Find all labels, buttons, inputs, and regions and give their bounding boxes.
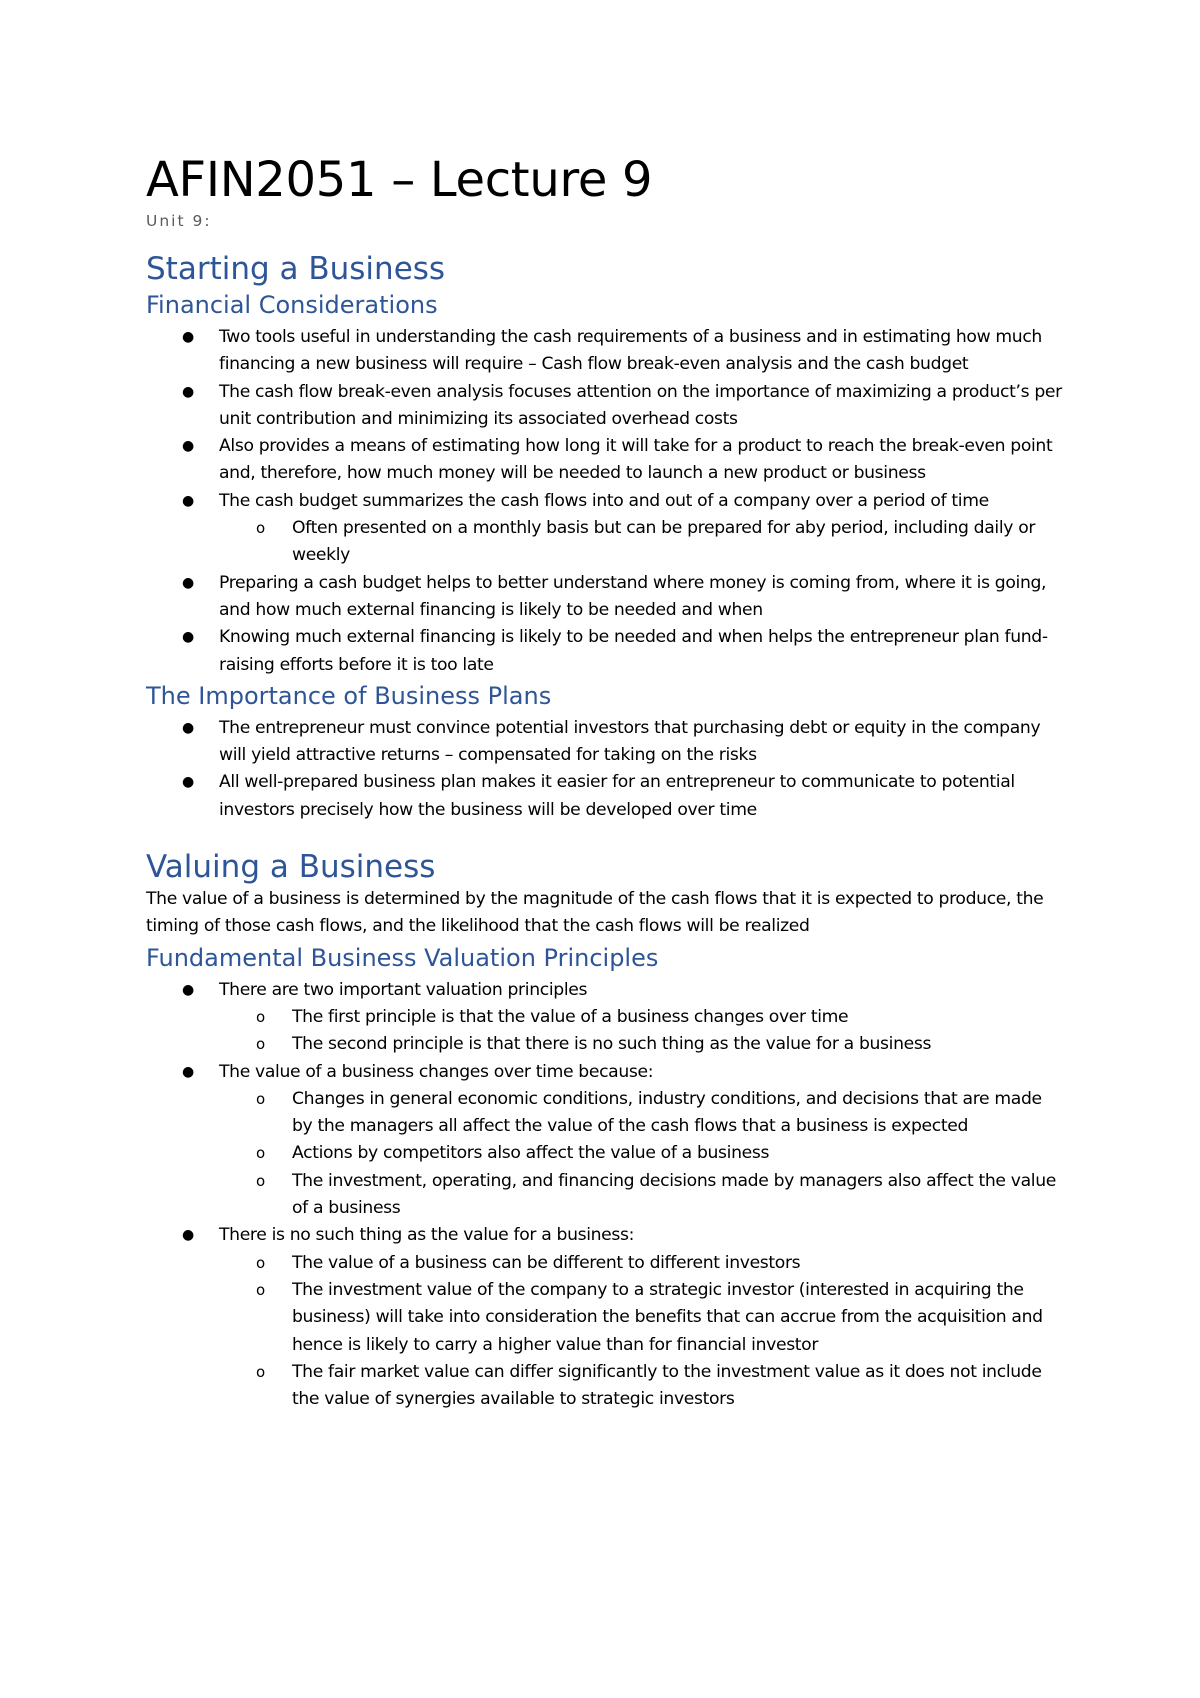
list-item-text: Also provides a means of estimating how long it will take for a product to reach the break-even point and, therefore, how much money will be needed to launch a new product or business xyxy=(219,436,1053,484)
valuation-principles-list xyxy=(146,977,1066,1414)
sub-list-item-text: Changes in general economic conditions, industry conditions, and decisions that are made by the managers all affect the value of the cash flows that a business is expected xyxy=(292,1088,1042,1137)
subheading-valuation-principles: Fundamental Business Valuation Principles xyxy=(146,943,659,972)
sub-list-item-text: Often presented on a monthly basis but can be prepared for aby period, including daily or weekly xyxy=(292,518,1036,566)
list-item xyxy=(146,570,1066,625)
business-plans-list xyxy=(146,715,1066,824)
list-item-text: The entrepreneur must convince potential investors that purchasing debt or equity in the company will yield attractive returns – compensated for taking on the risks xyxy=(219,717,1041,766)
sub-bullet-icon: o xyxy=(256,1144,265,1163)
sub-list-item xyxy=(219,1168,1066,1223)
sub-list-item-text: The second principle is that there is no such thing as the value for a business xyxy=(292,1034,932,1055)
bullet-icon: ● xyxy=(182,438,194,455)
bullet-icon: ● xyxy=(182,329,194,345)
sub-list-item xyxy=(219,1031,1066,1058)
sub-list-item-text: The investment, operating, and financing decisions made by managers also affect the value of a business xyxy=(292,1170,1056,1219)
list-item-text: Knowing much external financing is likely to be needed and when helps the entrepreneur plan fund-raising efforts before it is too late xyxy=(219,627,1048,675)
list-item xyxy=(146,977,1066,1059)
subheading-financial-considerations: Financial Considerations xyxy=(146,291,438,319)
bullet-icon: ● xyxy=(182,574,194,591)
section-heading-valuing-business: Valuing a Business xyxy=(146,849,436,886)
list-item xyxy=(146,1059,1066,1223)
list-item-text: The cash flow break-even analysis focuses attention on the importance of maximizing a product’s per unit contribution and minimizing its associated overhead costs xyxy=(219,381,1062,429)
list-item xyxy=(146,769,1066,824)
sub-list-item xyxy=(219,1004,1066,1031)
bullet-icon: ● xyxy=(182,981,194,998)
list-item xyxy=(146,624,1066,679)
sub-bullet-icon: o xyxy=(256,1280,265,1299)
financial-considerations-list xyxy=(146,324,1066,679)
page-subtitle: Unit 9: xyxy=(146,212,212,230)
subheading-business-plans: The Importance of Business Plans xyxy=(146,681,552,710)
sub-bullet-icon: o xyxy=(256,1253,265,1272)
sub-list xyxy=(219,1004,1066,1059)
list-item-text: All well-prepared business plan makes it easier for an entrepreneur to communicate to potential investors precisely how the business will be developed over time xyxy=(219,772,1015,820)
list-item-text: Preparing a cash budget helps to better understand where money is coming from, where it is going, and how much external financing is likely to be needed and when xyxy=(219,572,1047,620)
bullet-icon: ● xyxy=(182,383,194,400)
bullet-icon: ● xyxy=(182,492,194,509)
sub-list-item-text: The fair market value can differ significantly to the investment value as it does not include the value of synergies available to strategic investors xyxy=(292,1361,1042,1410)
bullet-icon: ● xyxy=(182,774,194,791)
list-item xyxy=(146,433,1066,488)
sub-bullet-icon: o xyxy=(256,1089,265,1108)
document-content xyxy=(146,152,1066,1413)
sub-bullet-icon: o xyxy=(256,1007,265,1026)
list-item xyxy=(146,379,1066,434)
list-item-text: The cash budget summarizes the cash flows into and out of a company over a period of time xyxy=(219,490,989,511)
valuing-business-paragraph: The value of a business is determined by the magnitude of the cash flows that it is expected to produce, the timing of those cash flows, and the likelihood that the cash flows will be realized xyxy=(146,889,1044,937)
list-item-text: There are two important valuation principles xyxy=(219,979,588,1000)
sub-bullet-icon: o xyxy=(256,519,265,538)
sub-bullet-icon: o xyxy=(256,1171,265,1190)
page-title: AFIN2051 – Lecture 9 xyxy=(146,152,653,208)
sub-list-item-text: Actions by competitors also affect the value of a business xyxy=(292,1143,770,1164)
sub-list xyxy=(219,1086,1066,1222)
sub-bullet-icon: o xyxy=(256,1362,265,1381)
list-item xyxy=(146,715,1066,770)
sub-list-item-text: The investment value of the company to a strategic investor (interested in acquiring the business) will take into consideration the benefits that can accrue from the acquisition and hence is likely to carry a higher value than for financial investor xyxy=(292,1279,1043,1355)
sub-list-item xyxy=(219,1140,1066,1167)
list-item xyxy=(146,488,1066,570)
sub-list-item-text: The first principle is that the value of a business changes over time xyxy=(292,1006,849,1027)
bullet-icon: ● xyxy=(182,629,194,646)
list-item-text: Two tools useful in understanding the cash requirements of a business and in estimating how much financing a new business will require – Cash flow break-even analysis and the cash budget xyxy=(219,327,1042,375)
list-item-text: The value of a business changes over time because: xyxy=(219,1061,654,1082)
sub-bullet-icon: o xyxy=(256,1035,265,1054)
bullet-icon: ● xyxy=(182,719,194,736)
sub-list-item xyxy=(219,1277,1066,1359)
section-heading-starting-business: Starting a Business xyxy=(146,251,446,287)
list-item-text: There is no such thing as the value for a business: xyxy=(219,1225,635,1246)
sub-list xyxy=(219,515,1066,570)
bullet-icon: ● xyxy=(182,1227,194,1244)
sub-list-item xyxy=(219,515,1066,570)
sub-list-item xyxy=(219,1359,1066,1414)
bullet-icon: ● xyxy=(182,1063,194,1080)
list-item xyxy=(146,1222,1066,1413)
sub-list-item xyxy=(219,1086,1066,1141)
sub-list-item-text: The value of a business can be different to different investors xyxy=(292,1252,801,1273)
sub-list xyxy=(219,1250,1066,1414)
sub-list-item xyxy=(219,1250,1066,1277)
list-item xyxy=(146,324,1066,379)
